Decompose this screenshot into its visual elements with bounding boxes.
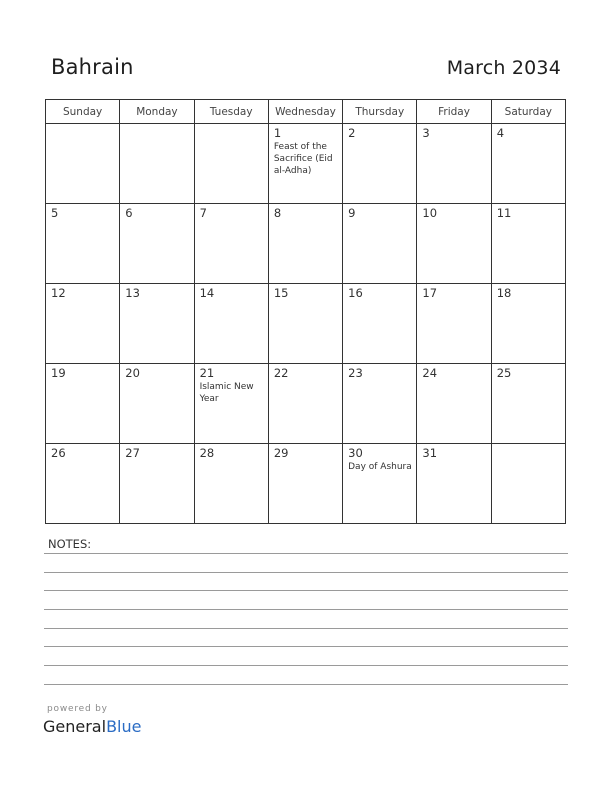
day-number: 20 bbox=[125, 366, 140, 380]
weekday-thursday: Thursday bbox=[343, 100, 417, 124]
day-cell bbox=[343, 204, 417, 284]
logo-blue: Blue bbox=[106, 717, 142, 736]
note-line bbox=[44, 628, 568, 629]
note-line bbox=[44, 572, 568, 573]
day-cell bbox=[491, 204, 565, 284]
day-number: 2 bbox=[348, 126, 356, 140]
day-number: 24 bbox=[422, 366, 438, 380]
calendar-week-row bbox=[46, 204, 566, 284]
day-cell bbox=[120, 284, 194, 364]
day-cell bbox=[120, 124, 194, 204]
day-number: 31 bbox=[422, 446, 438, 460]
note-line bbox=[44, 684, 568, 685]
day-cell bbox=[46, 364, 120, 444]
day-number: 19 bbox=[51, 366, 66, 380]
calendar-month-title: March 2034 bbox=[446, 57, 561, 79]
day-number: 8 bbox=[273, 206, 282, 220]
day-number: 6 bbox=[125, 206, 133, 220]
day-number: 28 bbox=[199, 446, 215, 460]
day-cell bbox=[194, 124, 268, 204]
day-number: 11 bbox=[496, 206, 512, 220]
holiday-label: Day of Ashura bbox=[348, 462, 412, 472]
day-cell bbox=[268, 444, 342, 524]
day-number: 29 bbox=[273, 446, 289, 460]
weekday-friday: Friday bbox=[417, 100, 491, 124]
day-cell bbox=[120, 364, 194, 444]
weekday-header-row bbox=[46, 100, 566, 124]
weekday-wednesday: Wednesday bbox=[268, 100, 342, 124]
day-cell bbox=[343, 364, 417, 444]
weekday-monday: Monday bbox=[120, 100, 194, 124]
day-number: 17 bbox=[422, 286, 438, 300]
day-cell bbox=[46, 124, 120, 204]
day-cell bbox=[268, 364, 342, 444]
day-number: 7 bbox=[199, 206, 207, 220]
day-cell bbox=[120, 204, 194, 284]
day-number: 15 bbox=[273, 286, 289, 300]
weekday-sunday: Sunday bbox=[46, 100, 120, 124]
weekday-tuesday: Tuesday bbox=[194, 100, 268, 124]
day-number: 9 bbox=[348, 206, 356, 220]
day-cell bbox=[417, 124, 491, 204]
day-number: 23 bbox=[348, 366, 363, 380]
day-cell bbox=[194, 204, 268, 284]
day-cell bbox=[120, 444, 194, 524]
calendar-week-row bbox=[46, 284, 566, 364]
day-cell bbox=[194, 284, 268, 364]
calendar-week-row bbox=[46, 364, 566, 444]
day-cell bbox=[491, 124, 565, 204]
day-cell bbox=[268, 284, 342, 364]
day-cell bbox=[491, 284, 565, 364]
notes-label: NOTES: bbox=[48, 537, 92, 551]
day-number: 10 bbox=[422, 206, 438, 220]
day-number: 18 bbox=[496, 286, 512, 300]
day-cell bbox=[46, 284, 120, 364]
day-number: 13 bbox=[125, 286, 140, 300]
note-line bbox=[44, 553, 568, 554]
note-line bbox=[44, 609, 568, 610]
note-line bbox=[44, 665, 568, 666]
day-number: 12 bbox=[51, 286, 66, 300]
day-cell bbox=[343, 444, 417, 524]
calendar-country-title: Bahrain bbox=[51, 55, 134, 79]
calendar-week-row bbox=[46, 444, 566, 524]
day-number: 30 bbox=[348, 446, 363, 460]
day-cell bbox=[194, 364, 268, 444]
day-number: 27 bbox=[125, 446, 140, 460]
day-number: 22 bbox=[273, 366, 289, 380]
day-number: 4 bbox=[496, 126, 505, 140]
day-number: 25 bbox=[496, 366, 512, 380]
day-number: 26 bbox=[51, 446, 66, 460]
calendar-grid bbox=[45, 99, 566, 524]
day-number: 3 bbox=[422, 126, 430, 140]
holiday-label: Islamic New Year bbox=[199, 382, 254, 404]
note-line bbox=[44, 590, 568, 591]
day-cell bbox=[46, 204, 120, 284]
day-number: 14 bbox=[199, 286, 215, 300]
day-cell bbox=[491, 364, 565, 444]
day-cell bbox=[268, 124, 342, 204]
day-cell bbox=[417, 204, 491, 284]
day-cell bbox=[491, 444, 565, 524]
day-cell bbox=[343, 284, 417, 364]
logo-general: General bbox=[43, 717, 107, 736]
weekday-saturday: Saturday bbox=[491, 100, 565, 124]
day-number: 5 bbox=[51, 206, 59, 220]
day-number: 21 bbox=[199, 366, 215, 380]
day-cell bbox=[417, 284, 491, 364]
powered-by-text: powered by bbox=[47, 704, 108, 714]
day-cell bbox=[268, 204, 342, 284]
day-cell bbox=[417, 364, 491, 444]
day-number: 1 bbox=[273, 126, 282, 140]
day-cell bbox=[194, 444, 268, 524]
calendar-week-row bbox=[46, 124, 566, 204]
generalblue-logo[interactable] bbox=[43, 717, 141, 736]
day-cell bbox=[417, 444, 491, 524]
day-cell bbox=[46, 444, 120, 524]
day-cell bbox=[343, 124, 417, 204]
day-number: 16 bbox=[348, 286, 363, 300]
holiday-label: Feast of the Sacrifice (Eid al-Adha) bbox=[273, 142, 333, 176]
note-line bbox=[44, 646, 568, 647]
